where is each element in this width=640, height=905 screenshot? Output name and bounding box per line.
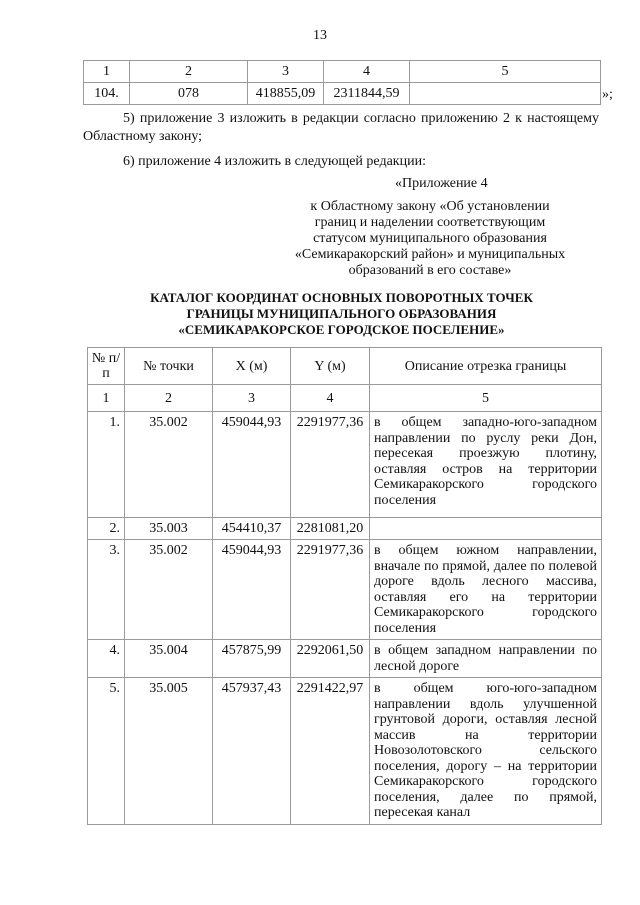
header-cell: Y (м) xyxy=(291,348,370,385)
row-number: 4. xyxy=(88,640,125,678)
appendix-line: границ и наделении соответствующим xyxy=(314,215,546,230)
column-number: 3 xyxy=(213,385,291,412)
point-id: 35.002 xyxy=(125,412,213,518)
y-coordinate: 2281081,20 xyxy=(291,518,370,540)
catalog-title-line: КАТАЛОГ КООРДИНАТ ОСНОВНЫХ ПОВОРОТНЫХ ТОЧЕК xyxy=(150,290,533,305)
cell xyxy=(410,83,601,105)
page-number: 13 xyxy=(313,28,327,43)
x-coordinate: 459044,93 xyxy=(213,412,291,518)
header-cell: 1 xyxy=(84,61,130,83)
appendix-line: к Областному закону «Об установлении xyxy=(310,199,550,214)
column-number-row xyxy=(88,385,602,412)
continuation-header-row xyxy=(84,61,601,83)
paragraph-6: 6) приложение 4 изложить в следующей редакции: xyxy=(123,154,426,169)
continuation-table xyxy=(83,60,601,105)
table-row xyxy=(88,540,602,640)
x-coordinate: 454410,37 xyxy=(213,518,291,540)
segment-description: в общем южном направлении, вначале по прямой, далее по полевой дороге вдоль лесного массива, оставляя его на территории Семикаракорского городского поселения xyxy=(370,540,602,640)
catalog-title-line: ГРАНИЦЫ МУНИЦИПАЛЬНОГО ОБРАЗОВАНИЯ xyxy=(186,306,497,321)
cell: 104. xyxy=(84,83,130,105)
point-id: 35.005 xyxy=(125,678,213,825)
y-coordinate: 2291422,97 xyxy=(291,678,370,825)
appendix-line: статусом муниципального образования xyxy=(313,231,547,246)
y-coordinate: 2291977,36 xyxy=(291,412,370,518)
point-id: 35.002 xyxy=(125,540,213,640)
appendix-line: образований в его составе» xyxy=(348,263,512,278)
table-header-row xyxy=(88,348,602,385)
segment-description: в общем западно-юго-западном направлении по руслу реки Дон, пересекая проезжую плотину, оставляя остров на территории Семикаракорского городского поселения xyxy=(370,412,602,518)
x-coordinate: 457937,43 xyxy=(213,678,291,825)
table-row xyxy=(88,412,602,518)
column-number: 2 xyxy=(125,385,213,412)
row-number: 1. xyxy=(88,412,125,518)
column-number: 5 xyxy=(370,385,602,412)
table-row xyxy=(88,640,602,678)
cell: 2311844,59 xyxy=(324,83,410,105)
paragraph-5: 5) приложение 3 изложить в редакции согласно приложению 2 к настоящему Областному закону; xyxy=(83,111,599,144)
cell: 418855,09 xyxy=(248,83,324,105)
header-cell: 4 xyxy=(324,61,410,83)
point-id: 35.004 xyxy=(125,640,213,678)
header-cell: № точки xyxy=(125,348,213,385)
segment-description: в общем юго-юго-западном направлении вдоль улучшенной грунтовой дороги, оставляя лесной массив на территории Новозолотовского сельского поселения, дорогу – на территории Семикаракорского городского поселения, далее по прямой, пересекая канал xyxy=(370,678,602,825)
header-cell: 2 xyxy=(130,61,248,83)
table-row xyxy=(88,518,602,540)
header-cell: X (м) xyxy=(213,348,291,385)
appendix-title: «Приложение 4 xyxy=(395,176,488,191)
header-cell: Описание отрезка границы xyxy=(370,348,602,385)
appendix-line: «Семикаракорский район» и муниципальных xyxy=(294,247,566,262)
x-coordinate: 459044,93 xyxy=(213,540,291,640)
header-cell: 5 xyxy=(410,61,601,83)
header-cell: 3 xyxy=(248,61,324,83)
point-id: 35.003 xyxy=(125,518,213,540)
table-row xyxy=(88,678,602,825)
row-number: 2. xyxy=(88,518,125,540)
segment-description xyxy=(370,518,602,540)
appendix-heading xyxy=(280,199,580,279)
column-number: 1 xyxy=(88,385,125,412)
cell: 078 xyxy=(130,83,248,105)
segment-description: в общем западном направлении по лесной дороге xyxy=(370,640,602,678)
header-cell: № п/п xyxy=(88,348,125,385)
catalog-title xyxy=(83,290,600,338)
y-coordinate: 2291977,36 xyxy=(291,540,370,640)
x-coordinate: 457875,99 xyxy=(213,640,291,678)
row-number: 5. xyxy=(88,678,125,825)
y-coordinate: 2292061,50 xyxy=(291,640,370,678)
row-number: 3. xyxy=(88,540,125,640)
table-closing-quote: »; xyxy=(602,87,613,102)
continuation-row xyxy=(84,83,601,105)
catalog-title-line: «СЕМИКАРАКОРСКОЕ ГОРОДСКОЕ ПОСЕЛЕНИЕ» xyxy=(178,322,505,337)
coordinates-table xyxy=(87,347,602,825)
column-number: 4 xyxy=(291,385,370,412)
